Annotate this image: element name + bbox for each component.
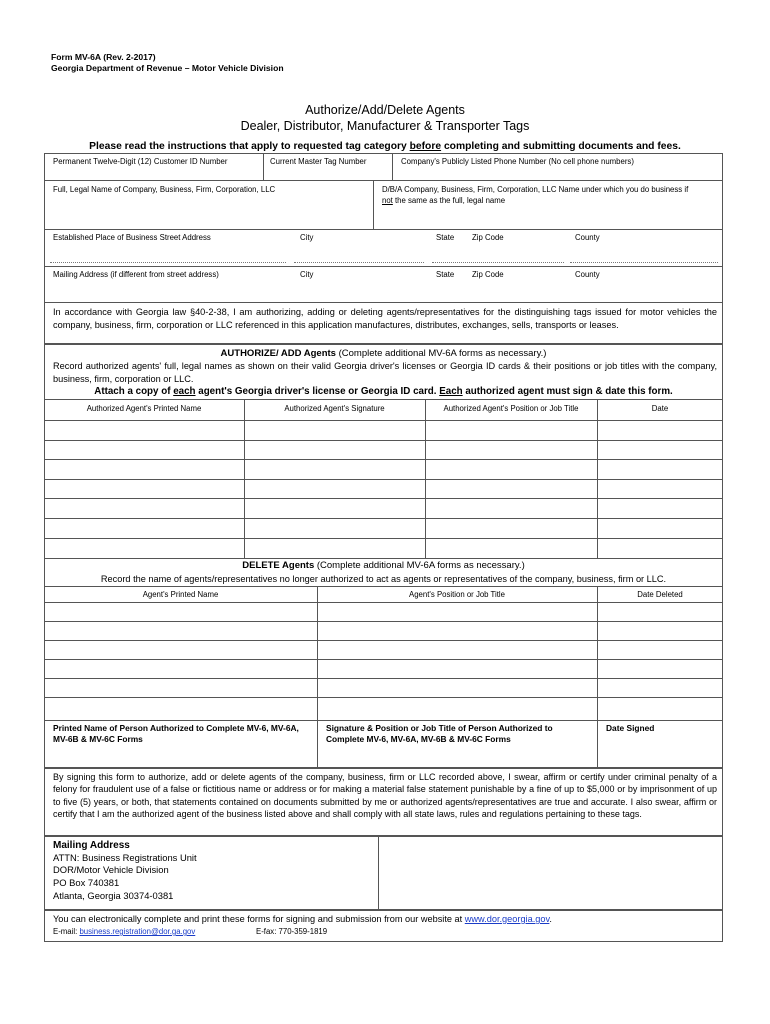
authorize-heading: AUTHORIZE/ ADD Agents (Complete additional MV-6A forms as necessary.) — [220, 348, 547, 359]
form-id: Form MV-6A (Rev. 2-2017) — [51, 52, 156, 62]
customer-id-field[interactable]: Permanent Twelve-Digit (12) Customer ID Number — [53, 157, 228, 166]
certification-text: By signing this form to authorize, add or delete agents of the company, business, firm or LLC recorded above, I swear, affirm or certify under criminal penalty of a felony for fraudulent use of a false or fictitious name or address or for making a material false statement punishable by a fine of up to $5,000 or by imprisonment of up to five (5) years, or both, that statements contained on documents submitted by me or authorized agents/representatives are true and accurate. I also swear, affirm or certify that I am the authorized agent of the business listed above and shall comply with all state laws, rules and regulations pertaining to these tags. — [53, 772, 717, 819]
email-link[interactable]: business.registration@dor.ga.gov — [79, 927, 196, 936]
legal-name-field[interactable]: Full, Legal Name of Company, Business, Firm, Corporation, LLC — [53, 185, 276, 194]
table-row[interactable] — [44, 518, 723, 519]
mailing-city-field[interactable]: City — [300, 270, 314, 279]
street-address-field[interactable]: Established Place of Business Street Address — [53, 233, 211, 242]
master-tag-field[interactable]: Current Master Tag Number — [270, 157, 367, 166]
delete-text: Record the name of agents/representatives no longer authorized to act as agents or representatives of the company, business, firm or LLC. — [100, 574, 667, 584]
mailing-line-city: Atlanta, Georgia 30374-0381 — [53, 890, 174, 901]
mailing-line-attn: ATTN: Business Registrations Unit — [53, 852, 197, 863]
form-title: Authorize/Add/Delete Agents — [305, 103, 465, 117]
website-note: You can electronically complete and print these forms for signing and submission from our website at www.dor.georgia.gov. — [53, 914, 552, 924]
form-subtitle: Dealer, Distributor, Manufacturer & Transporter Tags — [240, 119, 530, 133]
mailing-address-field[interactable]: Mailing Address (if different from street address) — [53, 270, 219, 279]
table-row[interactable] — [44, 538, 723, 539]
city-field[interactable]: City — [300, 233, 314, 242]
mailing-heading: Mailing Address — [53, 840, 130, 851]
table-row[interactable] — [44, 602, 723, 603]
mailing-line-division: DOR/Motor Vehicle Division — [53, 864, 169, 875]
zip-field[interactable]: Zip Code — [472, 233, 504, 242]
county-field[interactable]: County — [575, 233, 600, 242]
authorized-person-signature-field[interactable]: Signature & Position or Job Title of Person Authorized to Complete MV-6, MV-6A, MV-6B & MV-6C Forms — [326, 723, 553, 744]
authorize-text: Record authorized agents' full, legal names as shown on their valid Georgia driver's licenses or Georgia ID cards & their positions or job titles with the company, business, firm, corporation or LLC. — [53, 361, 717, 384]
table-row[interactable] — [44, 459, 723, 460]
attach-instruction: Attach a copy of each agent's Georgia driver's license or Georgia ID card. Each authorized agent must sign & date this form. — [94, 386, 673, 397]
law-statement: In accordance with Georgia law §40-2-38, I am authorizing, adding or deleting agents/representatives for the distinguishing tags issued for motor vehicles the company, business, firm, corporation or LLC referenced in this application manufactures, distributes, exchanges, sells, transports or leases. — [53, 307, 717, 330]
table-row[interactable] — [44, 697, 723, 698]
col-deleted-name: Agent's Printed Name — [142, 590, 219, 599]
dba-field[interactable]: D/B/A Company, Business, Firm, Corporation, LLC Name under which you do business if not the same as the full, legal name — [382, 185, 689, 205]
col-deleted-position: Agent's Position or Job Title — [409, 590, 505, 599]
mailing-county-field[interactable]: County — [575, 270, 600, 279]
authorized-person-name-field[interactable]: Printed Name of Person Authorized to Complete MV-6, MV-6A, MV-6B & MV-6C Forms — [53, 723, 299, 744]
phone-field[interactable]: Company's Publicly Listed Phone Number (No cell phone numbers) — [401, 157, 634, 166]
instructions: Please read the instructions that apply to requested tag category before completing and submitting documents and fees. — [89, 141, 681, 152]
mailing-state-field[interactable]: State — [436, 270, 455, 279]
efax-line: E-fax: 770-359-1819 — [256, 927, 328, 936]
table-row[interactable] — [44, 640, 723, 641]
table-row[interactable] — [44, 659, 723, 660]
date-signed-field[interactable]: Date Signed — [606, 723, 655, 733]
table-row[interactable] — [44, 621, 723, 622]
col-date: Date — [651, 404, 669, 413]
col-date-deleted: Date Deleted — [637, 590, 683, 599]
mailing-zip-field[interactable]: Zip Code — [472, 270, 504, 279]
table-row[interactable] — [44, 678, 723, 679]
col-agent-printed-name: Authorized Agent's Printed Name — [86, 404, 202, 413]
agency-name: Georgia Department of Revenue – Motor Vehicle Division — [51, 63, 284, 73]
col-agent-signature: Authorized Agent's Signature — [284, 404, 385, 413]
website-link[interactable]: www.dor.georgia.gov — [464, 914, 550, 924]
col-agent-position: Authorized Agent's Position or Job Title — [443, 404, 579, 413]
table-row[interactable] — [44, 420, 723, 421]
table-row[interactable] — [44, 498, 723, 499]
table-row[interactable] — [44, 479, 723, 480]
delete-heading: DELETE Agents (Complete additional MV-6A forms as necessary.) — [242, 560, 525, 571]
state-field[interactable]: State — [436, 233, 455, 242]
email-line: E-mail: business.registration@dor.ga.gov — [53, 927, 196, 936]
mailing-line-pobox: PO Box 740381 — [53, 877, 120, 888]
table-row[interactable] — [44, 440, 723, 441]
